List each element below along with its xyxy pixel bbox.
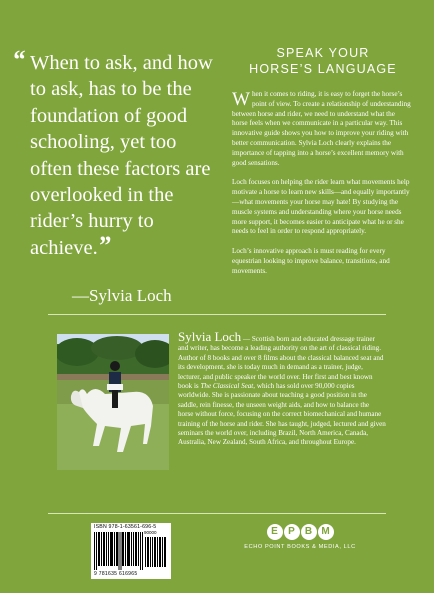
pull-quote: “ When to ask, and how to ask, has to be the foundation of good schooling, yet too often these factors are overlooked in the rider’s hurry to achieve.”: [12, 45, 213, 260]
quote-text: When to ask, and how to ask, has to be the foundation of good schooling, yet too often these factors are overlooked in the rider’s hurry to achieve.: [30, 52, 213, 259]
barcode-icon: [94, 532, 144, 570]
logo-letter-e: E: [267, 524, 283, 540]
author-photo: [57, 334, 169, 470]
dropcap: W: [232, 89, 250, 110]
bio-intro: Scottish born and educated dressage trainer and writer, has become a leading authority on the art of classical riding. Author of 8 books and over 8 films about the classical balanced seat and its development, she is today much in demand as a trainer, judge, lecturer, and public speaker the world over. Her first and best known book is: [178, 335, 384, 391]
publisher-monogram: [240, 524, 360, 540]
divider-bottom: [48, 513, 386, 514]
description-p1-text: hen it comes to riding, it is easy to forget the horse’s point of view. To create a relationship of understanding between horse and rider, we need to understand what the horse feels when we communicate in a particular way. This innovative guide shows you how to improve your riding with better communication. Sylvia Loch clearly explains the importance of tapping into a horse’s excellent memory with good sensations.: [232, 90, 411, 167]
publisher-name: ECHO POINT BOOKS & MEDIA, LLC: [244, 544, 356, 550]
isbn-text: ISBN 978-1-63561-696-5: [94, 524, 157, 530]
author-name: Sylvia Loch: [178, 329, 242, 344]
author-bio: [178, 329, 386, 448]
description-paragraph-3: Loch’s innovative approach is must reading for every equestrian looking to improve balance, transitions, and movements.: [232, 247, 390, 275]
heading-line-1: SPEAK YOUR: [276, 46, 370, 60]
barcode-addon: 90000: [144, 530, 157, 535]
close-quote-mark: ”: [97, 230, 111, 260]
bio-rest: , which has sold over 90,000 copies worldwide. She is passionate about teaching a good position in the saddle, rein finesse, the unseen weight aids, and how to balance the horse without force, focusing on the correct biomechanical and humane training of the horse and rider. She has taught, judged, lectured and given seminars the world over, including Brazil, North America, Canada, Australia, New Zealand, South Africa, and throughout Europe.: [178, 382, 386, 447]
logo-letter-b: B: [301, 524, 317, 540]
description-paragraph-2: Loch focuses on helping the rider learn what movements help motivate a horse to learn new skills—and equally importantly—what movements your horse may hate! By studying the muscle systems and understanding where your horse needs more support, it becomes easier to anticipate what he or she needs to feel in order to respond appropriately.: [232, 178, 410, 236]
barcode-digits: 9 781635 616965: [94, 571, 138, 577]
publisher-logo: [240, 524, 360, 550]
logo-letter-m: M: [318, 524, 334, 540]
addon-barcode-icon: [145, 537, 167, 567]
quote-attribution: —Sylvia Loch: [72, 286, 172, 305]
description: [232, 90, 412, 287]
book-title: The Classical Seat: [200, 382, 254, 391]
bio-dash: —: [241, 335, 252, 343]
isbn-barcode: [91, 523, 171, 579]
divider-top: [48, 314, 386, 315]
cover-heading: [228, 45, 418, 77]
heading-line-2: HORSE’S LANGUAGE: [249, 62, 397, 76]
description-paragraph-1: [232, 90, 412, 168]
logo-letter-p: P: [284, 524, 300, 540]
